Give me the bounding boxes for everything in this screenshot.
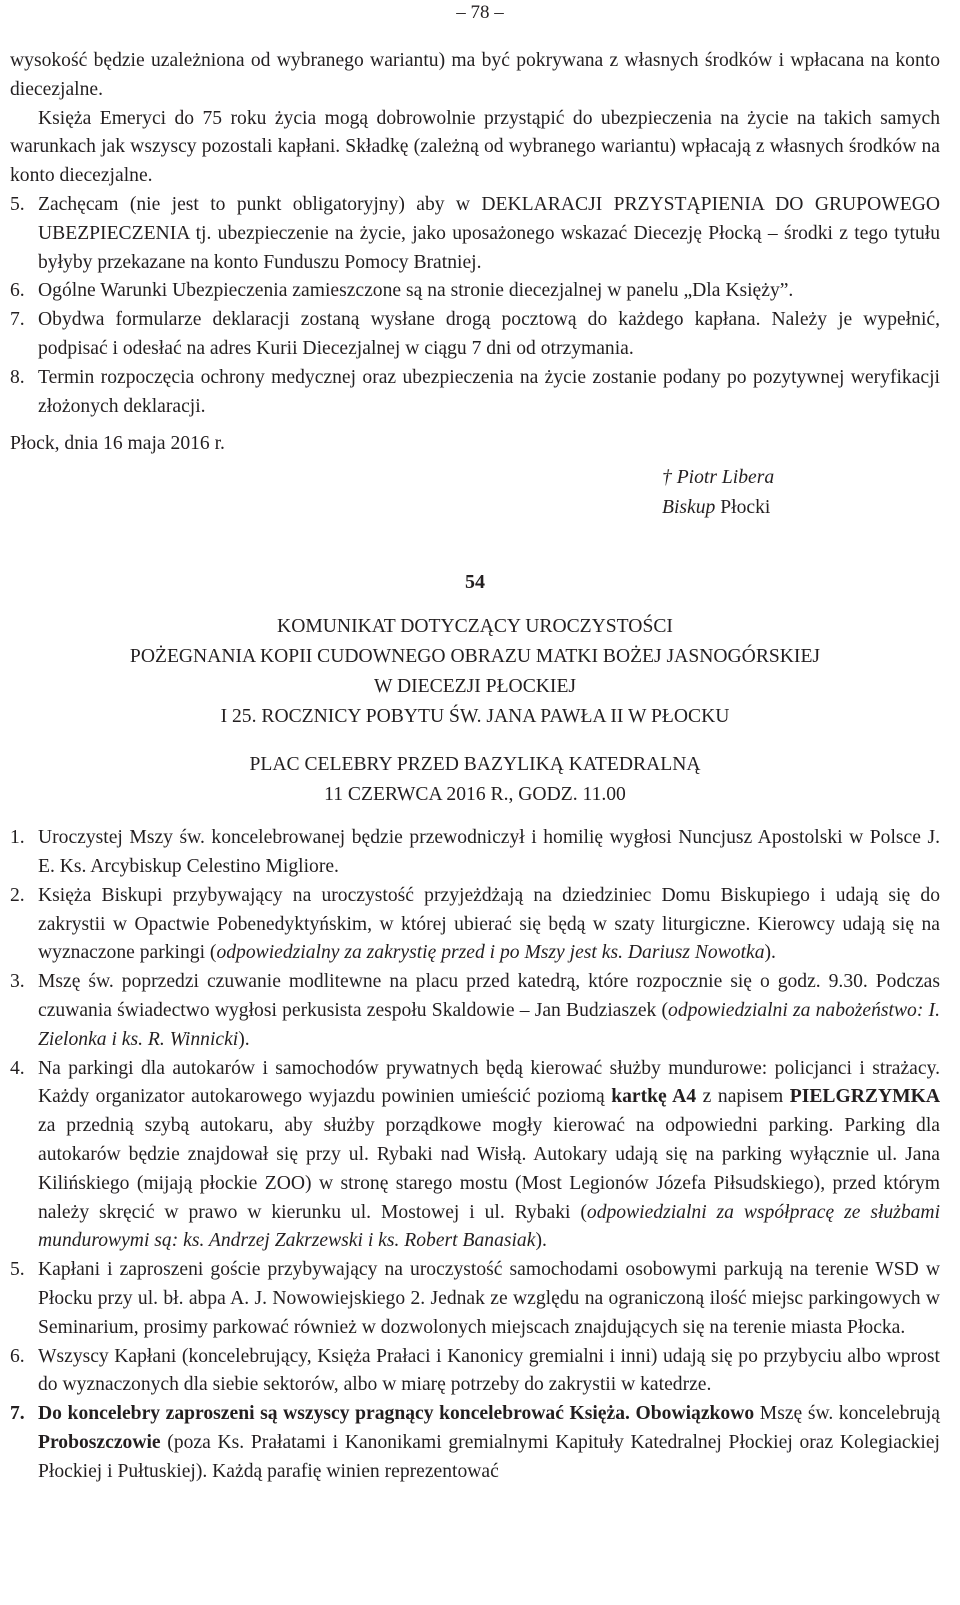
list-item <box>10 1256 940 1342</box>
signature-block <box>662 463 940 523</box>
text-run: Na parkingi dla autokarów i samochodów prywatnych będą kierować służby mundurowe: policjanci i strażacy. Każdy organizator autokarowego wyjazdu powinien umieścić poziomą <box>38 1057 940 1108</box>
list-item <box>10 277 940 306</box>
text-run: Obowiązkowo <box>635 1403 755 1425</box>
text-run: ). <box>238 1028 250 1050</box>
document-number: 54 <box>465 571 485 594</box>
subtitle-line: 11 CZERWCA 2016 R., GODZ. 11.00 <box>324 784 626 806</box>
place-and-date: Płock, dnia 16 maja 2016 r. <box>10 433 225 455</box>
list-item-text <box>38 882 940 968</box>
list-item-text <box>38 1343 940 1401</box>
paragraph-continuation: wysokość będzie uzależniona od wybranego wariantu) ma być pokrywana z własnych środków i wpłacana na konto diecezjalne. <box>10 50 940 100</box>
list-item-number: 1. <box>10 827 25 849</box>
list-item <box>10 1055 940 1257</box>
list-item <box>10 882 940 968</box>
signature-title <box>662 493 940 523</box>
list-item <box>10 364 940 422</box>
list-item-number: 2. <box>10 884 25 906</box>
text-run: Proboszczowie <box>38 1431 161 1453</box>
title-line: I 25. ROCZNICY POBYTU ŚW. JANA PAWŁA II W PŁOCKU <box>220 706 730 728</box>
list-item <box>10 824 940 882</box>
text-run: Mszę św. koncelebrują <box>754 1403 940 1425</box>
list-item <box>10 968 940 1054</box>
text-run: Do koncelebry zaproszeni są wszyscy pragnący koncelebrować Księża. <box>38 1403 630 1425</box>
text-run: Wszyscy Kapłani (koncelebrujący, Księża Prałaci i Kanonicy gremialni i inni) udają się po przybyciu albo wprost do wyznaczonych dla siebie sektorów, albo w miarę potrzeby do zakrystii w katedrze. <box>38 1345 940 1396</box>
signature-title-italic: Biskup <box>662 497 721 519</box>
signature-title-roman: Płocki <box>720 497 771 519</box>
list-item-text <box>38 824 940 882</box>
text-run: (poza Ks. Prałatami i Kanonikami gremialnymi Kapituły Katedralnej Płockiej oraz Kolegiackiej Płockiej i Pułtuskiej). Każdą parafię winien reprezentować <box>38 1431 940 1482</box>
document-body <box>10 47 940 1486</box>
page-number: – 78 – <box>456 2 504 23</box>
list-item-number: 7. <box>10 309 25 331</box>
list-item <box>10 306 940 364</box>
list-item-text <box>38 1400 940 1486</box>
list-item-number: 6. <box>10 280 25 302</box>
title-line: POŻEGNANIA KOPII CUDOWNEGO OBRAZU MATKI BOŻEJ JASNOGÓRSKIEJ <box>129 646 821 668</box>
signature-name: † Piotr Libera <box>662 467 775 489</box>
instructions-list <box>10 824 940 1486</box>
list-item-text: Ogólne Warunki Ubezpieczenia zamieszczone są na stronie diecezjalnej w panelu „Dla Księży”. <box>38 280 794 302</box>
paragraph-emeryci: Księża Emeryci do 75 roku życia mogą dobrowolnie przystąpić do ubezpieczenia na życie na takich samych warunkach jak wszyscy pozostali kapłani. Składkę (zależną od wybranego wariantu) wpłacają z własnych środków na konto diecezjalne. <box>10 107 940 187</box>
list-item <box>10 1400 940 1486</box>
subtitle-line: PLAC CELEBRY PRZED BAZYLIKĄ KATEDRALNĄ <box>249 754 701 776</box>
list-item-text <box>38 968 940 1054</box>
list-item-number: 6. <box>10 1345 25 1367</box>
text-run: ). <box>764 942 776 964</box>
text-run: odpowiedzialni za współpracę ze służbami mundurowymi są: ks. Andrzej Zakrzewski i ks. Robert Banasiak <box>38 1201 941 1252</box>
list-item-number: 3. <box>10 971 25 993</box>
list-item <box>10 191 940 277</box>
text-run: kartkę A4 <box>611 1086 697 1108</box>
text-run: Księża Biskupi przybywający na uroczystość przyjeżdżają na dziedziniec Domu Biskupiego i udają się do zakrystii w Opactwie Pobenedyktyńskim, w której ubierać się będą w szaty liturgiczne. Kierowcy udają się na wyznaczone parkingi ( <box>38 884 940 964</box>
list-item-text: Termin rozpoczęcia ochrony medycznej oraz ubezpieczenia na życie zostanie podany po pozytywnej weryfikacji złożonych deklaracji. <box>38 366 940 417</box>
text-run: z napisem <box>696 1086 790 1108</box>
list-item-number: 7. <box>10 1403 25 1425</box>
list-item-number: 8. <box>10 366 25 388</box>
text-run: Uroczystej Mszy św. koncelebrowanej będzie przewodniczył i homilię wygłosi Nuncjusz Apostolski w Polsce J. E. Ks. Arcybiskup Celestino Migliore. <box>38 827 940 877</box>
text-run: za przednią szybą autokaru, aby służby porządkowe mogły kierować na odpowiedni parking. Parking dla autokarów będzie znajdował się przy ul. Rybaki nad Wisłą. Autokary udają się na parking wyłącznie ul. Jana Kilińskiego (mijają płockie ZOO) w stronę starego mostu (Most Legionów Józefa Piłsudskiego), przed którym należy skręcić w prawo w kierunku ul. Mostowej i ul. Rybaki ( <box>38 1115 940 1223</box>
text-run: Mszę św. poprzedzi czuwanie modlitewne na placu przed katedrą, które rozpocznie się o godz. 9.30. Podczas czuwania świadectwo wygłosi perkusista zespołu Skaldowie – Jan Budziaszek ( <box>38 971 940 1021</box>
title-line: W DIECEZJI PŁOCKIEJ <box>373 676 577 698</box>
list-item-text <box>38 1256 940 1342</box>
list-item-text: Obydwa formularze deklaracji zostaną wysłane drogą pocztową do każdego kapłana. Należy je wypełnić, podpisać i odesłać na adres Kurii Diecezjalnej w ciągu 7 dni od otrzymania. <box>38 309 940 359</box>
insurance-points-list <box>10 191 940 421</box>
text-run: odpowiedzialni za nabożeństwo: I. Zielonka i ks. R. Winnicki <box>38 999 940 1050</box>
list-item <box>10 1343 940 1401</box>
document-title <box>10 612 940 732</box>
list-item-text <box>38 1055 940 1257</box>
list-item-number: 5. <box>10 193 25 215</box>
list-item-number: 5. <box>10 1259 25 1281</box>
title-line: KOMUNIKAT DOTYCZĄCY UROCZYSTOŚCI <box>277 616 673 638</box>
list-item-number: 4. <box>10 1057 25 1079</box>
text-run: odpowiedzialny za zakrystię przed i po Mszy jest ks. Dariusz Nowotka <box>216 942 765 964</box>
text-run: Kapłani i zaproszeni goście przybywający na uroczystość samochodami osobowymi parkują na terenie WSD w Płocku przy ul. bł. abpa A. J. Nowowiejskiego 2. Jednak ze względu na ograniczoną ilość miejsc parkingowych w Seminarium, prosimy parkować również w dozwolonych miejscach znajdujących się na terenie miasta Płocka. <box>38 1259 940 1338</box>
document-subtitle <box>10 750 940 810</box>
list-item-text: Zachęcam (nie jest to punkt obligatoryjny) aby w DEKLARACJI PRZYSTĄPIENIA DO GRUPOWEGO UBEZPIECZENIA tj. ubezpieczenie na życie, jako uposażonego wskazać Diecezję Płocką – środki z tego tytułu byłyby przekazane na konto Funduszu Pomocy Bratniej. <box>38 193 940 273</box>
text-run: PIELGRZYMKA <box>789 1086 940 1108</box>
text-run: ). <box>535 1230 547 1252</box>
